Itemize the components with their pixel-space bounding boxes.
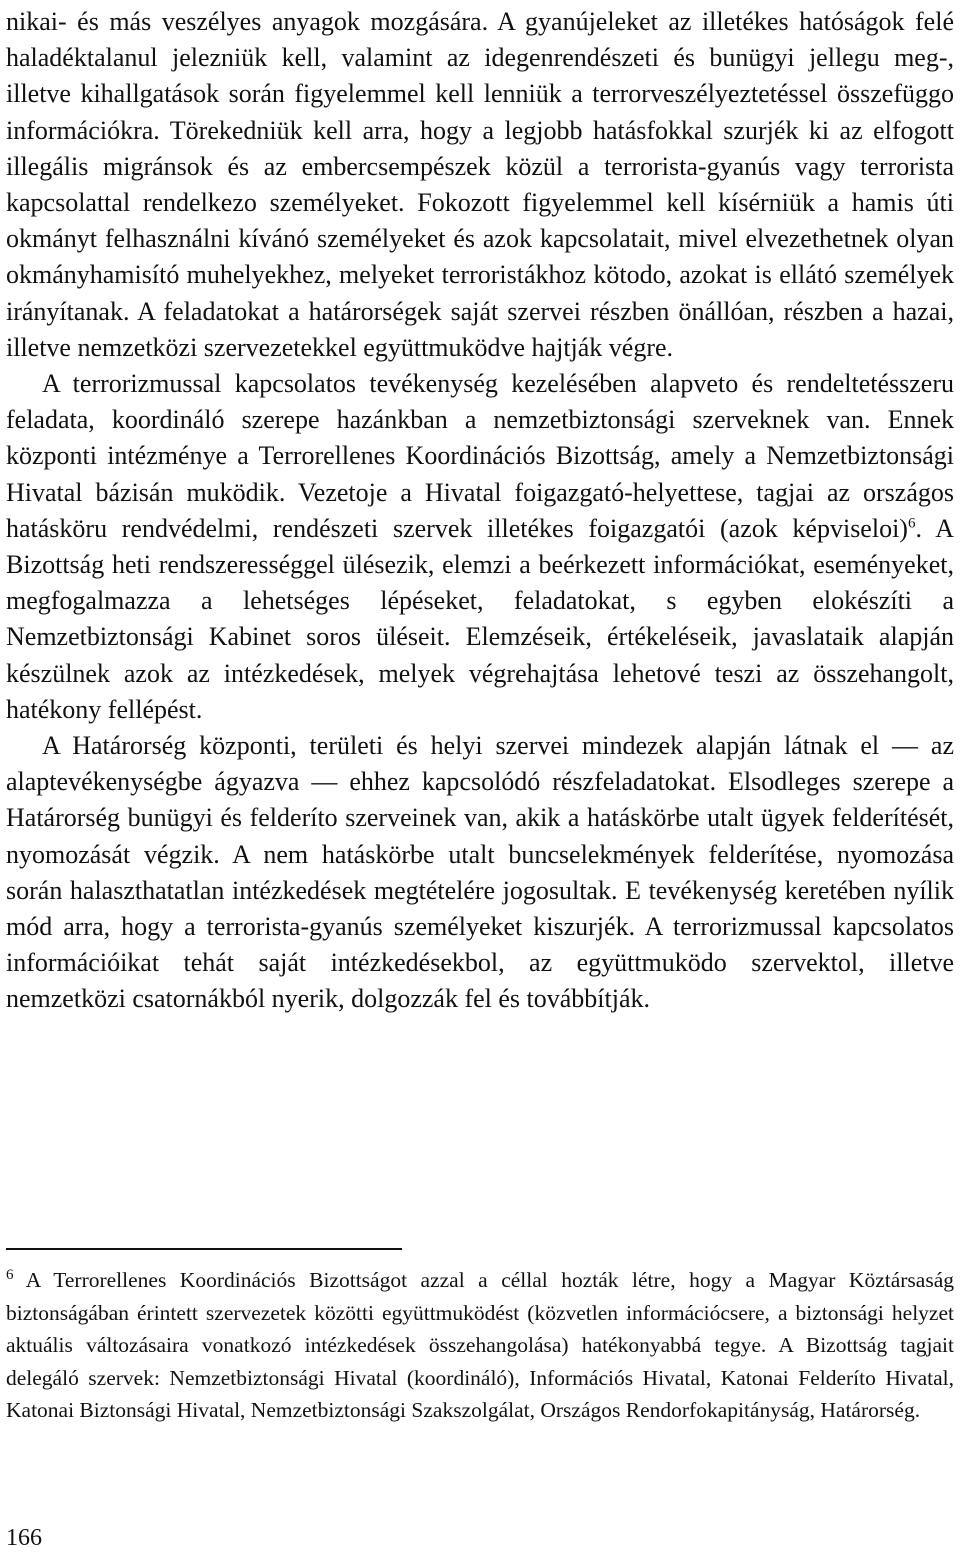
footnote-marker: 6: [6, 1266, 14, 1283]
footnote-separator: [6, 1248, 402, 1250]
footnote: [6, 1264, 954, 1427]
paragraph-1: nikai- és más veszélyes anyagok mozgására. A gyanújeleket az illetékes hatóságok felé haladéktalanul jelezniük kell, valamint az idegenrendészeti és bunügyi jellegu meg-, illetve kihallgatások során figyelemmel kell lenniük a terrorveszélyeztetéssel összefüggo információkra. Törekedniük kell arra, hogy a legjobb hatásfokkal szurjék ki az elfogott illegális migránsok és az embercsempészek közül a terrorista-gyanús vagy terrorista kapcsolattal rendelkezo személyeket. Fokozott figyelemmel kell kísérniük a hamis úti okmányt felhasználni kívánó személyeket és azok kapcsolatait, mivel elvezethetnek olyan okmányhamisító muhelyekhez, melyeket terroristákhoz kötodo, azokat is ellátó személyek irányítanak. A feladatokat a határorségek saját szervei részben önállóan, részben a hazai, illetve nemzetközi szervezetekkel együttmuködve hajtják végre.: [6, 7, 954, 362]
paragraph-2-text-b: . A Bizottság heti rendszerességgel ülésezik, elemzi a beérkezett információkat, eseményeket, megfogalmazza a lehetséges lépéseket, feladatokat, s egyben elokészíti a Nemzetbiztonsági Kabinet soros üléseit. Elemzéseik, értékeléseik, javaslataik alapján készülnek azok az intézkedések, melyek végrehajtása lehetové teszi az összehangolt, hatékony fellépést.: [6, 513, 954, 724]
body-text: [6, 4, 954, 1018]
paragraph-2: [6, 366, 954, 728]
page-number: 166: [6, 1525, 42, 1551]
footnote-reference[interactable]: 6: [907, 515, 916, 532]
paragraph-3: A Határorség központi, területi és helyi szervei mindezek alapján látnak el — az alaptevékenységbe ágyazva — ehhez kapcsolódó részfeladatokat. Elsodleges szerepe a Határorség bunügyi és felderíto szerveinek van, akik a hatáskörbe utalt ügyek felderítését, nyomozását végzik. A nem hatáskörbe utalt buncselekmények felderítése, nyomozása során halaszthatatlan intézkedések megtételére jogosultak. E tevékenység keretében nyílik mód arra, hogy a terrorista-gyanús személyeket kiszurjék. A terrorizmussal kapcsolatos információikat tehát saját intézkedésekbol, az együttmuködo szervektol, illetve nemzetközi csatornákból nyerik, dolgozzák fel és továbbítják.: [6, 731, 954, 1014]
paragraph-2-text-a: A terrorizmussal kapcsolatos tevékenység kezelésében alapveto és rendeltetésszeru feladata, koordináló szerepe hazánkban a nemzetbiztonsági szerveknek van. Ennek központi intézménye a Terrorellenes Koordinációs Bizottság, amely a Nemzetbiztonsági Hivatal bázisán muködik. Vezetoje a Hivatal foigazgató-helyettese, tagjai az országos hatásköru rendvédelmi, rendészeti szervek illetékes foigazgatói (azok képviseloi): [6, 369, 954, 543]
footnote-text: A Terrorellenes Koordinációs Bizottságot azzal a céllal hozták létre, hogy a Magyar Köztársaság biztonságában érintett szervezetek közötti együttmuködést (közvetlen információcsere, a biztonsági helyzet aktuális változásaira vonatkozó intézkedések összehangolása) hatékonyabbá tegye. A Bizottság tagjait delegáló szervek: Nemzetbiztonsági Hivatal (koordináló), Információs Hivatal, Katonai Felderíto Hivatal, Katonai Biztonsági Hivatal, Nemzetbiztonsági Szakszolgálat, Országos Rendorfokapitányság, Határorség.: [6, 1268, 954, 1422]
